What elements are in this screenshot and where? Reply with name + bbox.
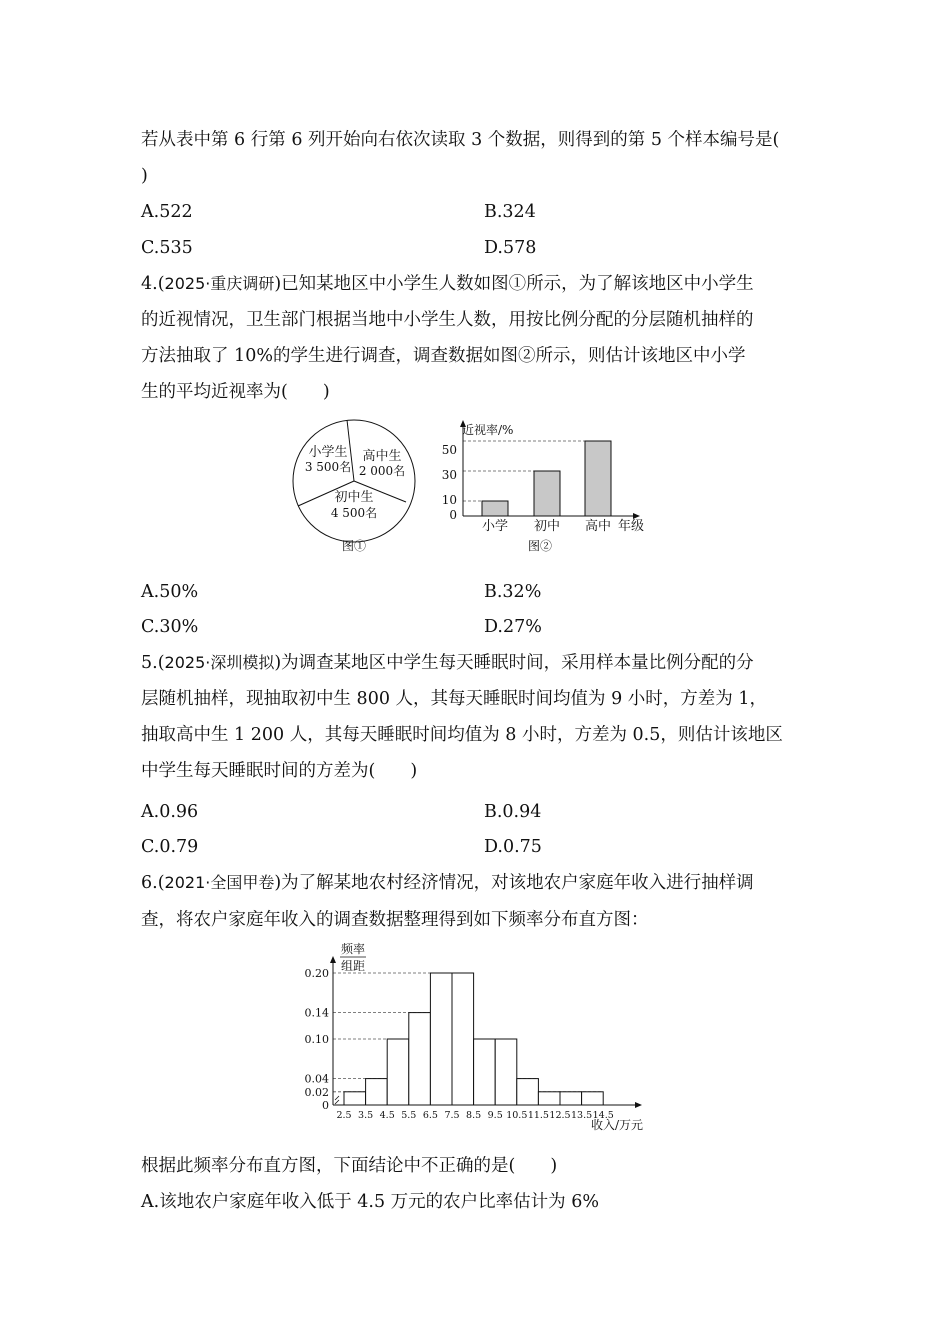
q5-stem-line3: 抽取高中生 1 200 人，其每天睡眠时间均值为 8 小时，方差为 0.5，则估计该地区 [141,725,783,745]
hist-ylabel-top: 频率 [340,942,366,956]
q5-number: 5.( [141,653,165,673]
q6-number: 6.( [141,873,165,893]
pie-label-senior-name: 高中生 [362,449,402,464]
hist-bar-9 [538,1092,560,1105]
q6-after-text: 根据此频率分布直方图，下面结论中不正确的是( ) [141,1156,558,1176]
pie-label-senior-count: 2 000名 [358,464,406,478]
bar-xtick-primary: 小学 [481,519,509,534]
q5-option-b: B.0.94 [484,802,542,822]
hist-bar-7 [495,1039,517,1105]
q6-option-a: A.该地农户家庭年收入低于 4.5 万元的农户比率估计为 6% [141,1192,599,1212]
hist-ytick: 0.14 [304,1006,329,1020]
bar-xtick-senior: 高中 [584,519,612,534]
hist-xtick: 3.5 [358,1110,374,1121]
q4-number: 4.( [141,274,165,294]
hist-bar-11 [582,1092,604,1105]
q4-bar-chart [430,416,660,556]
q4-pie-chart [290,416,420,556]
pie-label-primary-name: 小学生 [308,445,348,460]
q4-option-c: C.30% [141,617,199,637]
q5-stem-line2: 层随机抽样，现抽取初中生 800 人，其每天睡眠时间均值为 9 小时，方差为 1， [141,689,767,709]
hist-x-arrow [635,1102,642,1108]
hist-ytick: 0.04 [304,1072,329,1086]
hist-bar-5 [452,973,474,1105]
bar-ylabel: 近视率/% [462,423,514,437]
hist-xlabel: 收入/万元 [590,1118,644,1132]
bar-2 [585,441,611,516]
hist-xtick: 5.5 [401,1110,417,1121]
pie-label-junior-count: 4 500名 [330,506,378,520]
q4-stem-line2: 的近视情况，卫生部门根据当地中小学生人数，用按比例分配的分层随机抽样的 [141,310,754,330]
q5-option-c: C.0.79 [141,837,199,857]
q6-line1-rest: )为了解某地农村经济情况，对该地农户家庭年收入进行抽样调 [274,873,754,893]
hist-xtick: 8.5 [466,1110,482,1121]
q4-option-a: A.50% [141,582,199,602]
q5-option-a: A.0.96 [141,802,199,822]
hist-xtick: 6.5 [422,1110,438,1121]
hist-xtick: 13.5 [571,1110,593,1121]
hist-bar-0 [344,1092,366,1105]
hist-bar-3 [409,1013,431,1105]
hist-xtick: 10.5 [506,1110,528,1121]
hist-xtick: 4.5 [379,1110,395,1121]
bar-ytick-30: 30 [441,468,457,482]
hist-ytick: 0.02 [304,1085,329,1099]
q6-histogram [295,940,655,1140]
q3-option-d: D.578 [484,238,537,258]
bar-1 [534,471,560,516]
hist-xtick: 2.5 [336,1110,352,1121]
hist-xtick: 9.5 [487,1110,503,1121]
q4-option-b: B.32% [484,582,542,602]
hist-ytick: 0.20 [304,967,329,980]
q5-line1-rest: )为调查某地区中学生每天睡眠时间，采用样本量比例分配的分 [274,653,754,673]
bar-caption: 图② [527,539,553,553]
q3-option-a: A.522 [141,202,193,222]
q4-stem-line1 [141,272,754,296]
pie-label-junior-name: 初中生 [334,490,374,505]
q5-stem-line4: 中学生每天睡眠时间的方差为( ) [141,761,418,781]
hist-bar-10 [560,1092,582,1105]
q3-stem-line1: 若从表中第 6 行第 6 列开始向右依次读取 3 个数据，则得到的第 5 个样本编号是( [141,130,780,150]
q6-stem-line2: 查，将农户家庭年收入的调查数据整理得到如下频率分布直方图： [141,910,649,930]
hist-bar-1 [366,1079,388,1105]
hist-bar-2 [387,1039,409,1105]
pie-label-primary-count: 3 500名 [304,460,352,474]
q4-source: 2025·重庆调研 [164,274,275,293]
q4-stem-line3: 方法抽取了 10%的学生进行调查，调查数据如图②所示，则估计该地区中小学 [141,346,746,366]
bar-0 [482,501,508,516]
bar-xtick-junior: 初中 [533,519,561,534]
hist-bar-6 [474,1039,496,1105]
hist-ylabel-bottom: 组距 [340,959,366,973]
hist-xtick: 12.5 [549,1110,571,1121]
q4-option-d: D.27% [484,617,542,637]
q5-source: 2025·深圳模拟 [164,653,275,672]
q5-stem-line1 [141,651,754,675]
pie-caption: 图① [341,539,367,553]
q3-stem-line2: ) [141,166,148,186]
q4-line1-rest: )已知某地区中小学生人数如图①所示，为了解该地区中小学生 [274,274,754,294]
hist-xtick: 14.5 [592,1110,614,1121]
q4-stem-line4: 生的平均近视率为( ) [141,382,330,402]
bar-ytick-50: 50 [441,443,457,457]
hist-axis-break-mark [335,1096,339,1104]
q6-stem-line1 [141,871,754,895]
bar-ytick-0: 0 [449,508,457,522]
bar-ytick-10: 10 [441,493,457,507]
bar-xlabel: 年级 [617,519,645,534]
hist-ytick: 0.10 [304,1033,329,1046]
q6-source: 2021·全国甲卷 [164,873,275,892]
hist-xtick: 7.5 [444,1110,460,1121]
q3-option-b: B.324 [484,202,536,222]
hist-ytick: 0 [322,1099,329,1112]
q5-option-d: D.0.75 [484,837,542,857]
q3-option-c: C.535 [141,238,193,258]
hist-bar-8 [517,1079,539,1105]
hist-bar-4 [430,973,452,1105]
hist-xtick: 11.5 [527,1110,549,1121]
hist-y-arrow [330,956,336,963]
